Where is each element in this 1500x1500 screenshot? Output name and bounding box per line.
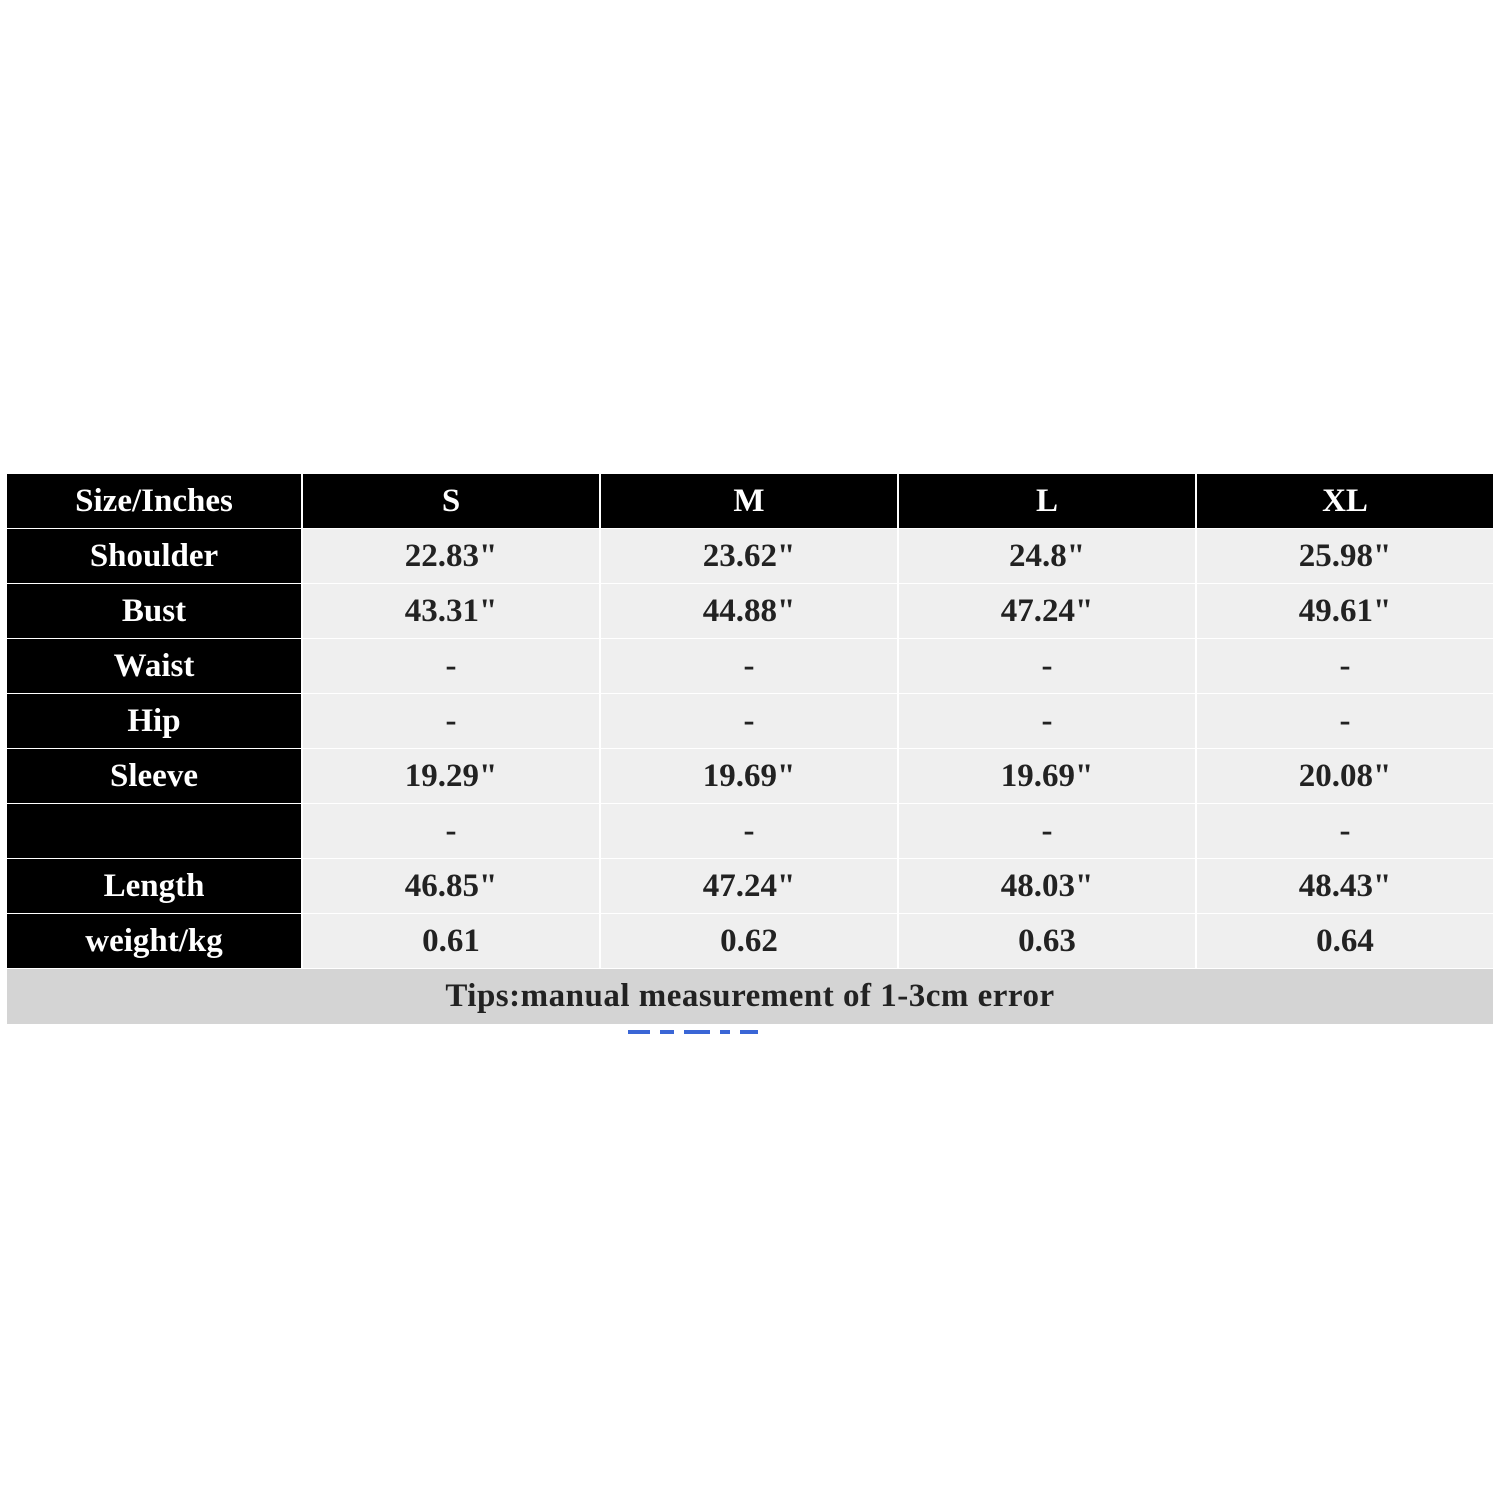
table-cell: - — [1197, 804, 1493, 858]
table-cell: 22.83" — [303, 529, 601, 583]
table-cell: 0.64 — [1197, 914, 1493, 968]
table-cell: 48.43" — [1197, 859, 1493, 913]
table-cell: 47.24" — [601, 859, 899, 913]
table-row — [7, 749, 1493, 804]
row-label: Bust — [7, 584, 303, 638]
header-size-l: L — [899, 474, 1197, 528]
table-row — [7, 694, 1493, 749]
table-cell: 0.61 — [303, 914, 601, 968]
table-row — [7, 584, 1493, 639]
table-cell: - — [899, 804, 1197, 858]
tips-note: Tips:manual measurement of 1-3cm error — [7, 969, 1493, 1024]
table-cell: - — [899, 639, 1197, 693]
table-row — [7, 529, 1493, 584]
table-cell: 20.08" — [1197, 749, 1493, 803]
row-label: Shoulder — [7, 529, 303, 583]
table-cell: 44.88" — [601, 584, 899, 638]
table-cell: 0.62 — [601, 914, 899, 968]
table-cell: - — [303, 694, 601, 748]
table-cell: - — [1197, 694, 1493, 748]
table-cell: 48.03" — [899, 859, 1197, 913]
table-cell: 19.69" — [601, 749, 899, 803]
table-cell: - — [601, 694, 899, 748]
table-cell: 47.24" — [899, 584, 1197, 638]
table-row — [7, 804, 1493, 859]
table-cell: - — [601, 804, 899, 858]
table-cell: 23.62" — [601, 529, 899, 583]
table-cell: 19.29" — [303, 749, 601, 803]
table-cell: - — [303, 804, 601, 858]
row-label: Length — [7, 859, 303, 913]
table-row — [7, 859, 1493, 914]
table-cell: - — [1197, 639, 1493, 693]
table-cell: 49.61" — [1197, 584, 1493, 638]
header-size-m: M — [601, 474, 899, 528]
header-label: Size/Inches — [7, 474, 303, 528]
table-cell: - — [601, 639, 899, 693]
row-label: Sleeve — [7, 749, 303, 803]
table-cell: 43.31" — [303, 584, 601, 638]
table-cell: 25.98" — [1197, 529, 1493, 583]
row-label: weight/kg — [7, 914, 303, 968]
table-header-row — [7, 474, 1493, 529]
table-cell: 19.69" — [899, 749, 1197, 803]
row-label: Waist — [7, 639, 303, 693]
header-size-xl: XL — [1197, 474, 1493, 528]
table-row — [7, 914, 1493, 969]
table-cell: - — [303, 639, 601, 693]
cropped-text-fragment — [628, 1030, 833, 1042]
header-size-s: S — [303, 474, 601, 528]
table-cell: 46.85" — [303, 859, 601, 913]
table-cell: 24.8" — [899, 529, 1197, 583]
table-row — [7, 639, 1493, 694]
row-label — [7, 804, 303, 858]
row-label: Hip — [7, 694, 303, 748]
table-cell: 0.63 — [899, 914, 1197, 968]
table-cell: - — [899, 694, 1197, 748]
size-chart-table — [7, 474, 1493, 1024]
